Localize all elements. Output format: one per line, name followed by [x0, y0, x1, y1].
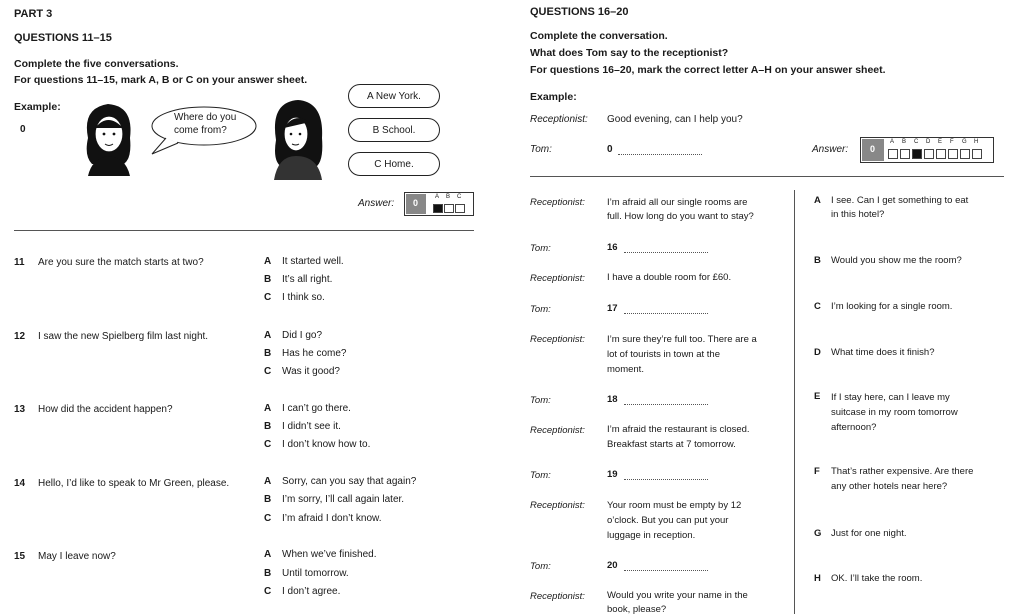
question-text: May I leave now?: [38, 551, 116, 562]
option-letter: A: [264, 256, 272, 267]
speaker-receptionist: Receptionist:: [530, 273, 585, 284]
option-line: suitcase in my room tomorrow: [831, 407, 958, 418]
right-answer-cell-h: [972, 149, 982, 159]
instruction-line-1: Complete the five conversations.: [14, 58, 179, 70]
right-answer-cell-b: [900, 149, 910, 159]
option-letter: C: [264, 366, 272, 377]
right-answer-letter-d: D: [926, 139, 931, 145]
receptionist-line: Would you write your name in the: [607, 590, 748, 601]
option-line: I’m looking for a single room.: [831, 301, 953, 312]
tom-question-number: 19: [607, 469, 618, 480]
answer-blank-16: [624, 252, 708, 253]
option-line: Would you show me the room?: [831, 255, 962, 266]
speaker-tom: Tom:: [530, 243, 551, 254]
speaker-tom: Tom:: [530, 561, 551, 572]
speaker-tom: Tom:: [530, 304, 551, 315]
right-answer-cell-e: [936, 149, 946, 159]
option-line: any other hotels near here?: [831, 481, 948, 492]
right-answer-grid-number-cell: [862, 139, 884, 161]
example-tom-number: 0: [607, 144, 613, 155]
left-divider: [14, 230, 474, 231]
question-number: 13: [14, 404, 26, 415]
answer-blank-18: [624, 404, 708, 405]
right-answer-cell-g: [960, 149, 970, 159]
speech-text-line-2: come from?: [174, 125, 227, 136]
answer-cell-c: [455, 204, 465, 213]
option-text: I think so.: [282, 292, 325, 303]
speaker-tom: Tom:: [530, 144, 552, 155]
example-option-a: A New York.: [348, 84, 440, 108]
instruction-line-2: For questions 11–15, mark A, B or C on your answer sheet.: [14, 74, 308, 86]
question-text: I saw the new Spielberg film last night.: [38, 331, 209, 342]
option-text: It’s all right.: [282, 274, 333, 285]
option-letter: C: [264, 292, 272, 303]
option-line: in this hotel?: [831, 209, 885, 220]
answer-letter-a: A: [435, 194, 440, 200]
receptionist-line: moment.: [607, 364, 644, 375]
right-answer-letter-e: E: [938, 139, 943, 145]
receptionist-line: Breakfast starts at 7 tomorrow.: [607, 439, 736, 450]
answer-grid-number: 0: [413, 198, 419, 208]
right-instruction-2: What does Tom say to the receptionist?: [530, 47, 729, 59]
tom-question-number: 17: [607, 303, 618, 314]
speaker-receptionist: Receptionist:: [530, 114, 588, 125]
option-letter: H: [814, 573, 821, 584]
right-answer-grid-number: 0: [870, 144, 876, 154]
question-text: Hello, I’d like to speak to Mr Green, please.: [38, 478, 230, 489]
right-divider: [530, 176, 1004, 177]
option-letter: A: [264, 403, 272, 414]
option-line: OK. I’ll take the room.: [831, 573, 923, 584]
answer-blank-19: [624, 479, 708, 480]
option-letter: A: [264, 330, 272, 341]
right-instruction-1: Complete the conversation.: [530, 30, 668, 42]
receptionist-line: full. How long do you want to stay?: [607, 211, 754, 222]
answer-cell-a-filled: [433, 204, 443, 213]
option-line: I see. Can I get something to eat: [831, 195, 969, 206]
questions-heading: QUESTIONS 11–15: [14, 32, 112, 44]
option-line: If I stay here, can I leave my: [831, 392, 950, 403]
speech-text-line-1: Where do you: [174, 112, 237, 123]
speaker-receptionist: Receptionist:: [530, 500, 585, 511]
option-text: Has he come?: [282, 348, 347, 359]
example-option-c: C Home.: [348, 152, 440, 176]
option-letter: A: [814, 195, 821, 206]
answer-blank: [618, 154, 702, 155]
option-letter: D: [814, 347, 821, 358]
example-label: Example:: [14, 101, 61, 113]
option-line: That’s rather expensive. Are there: [831, 466, 974, 477]
option-letter: C: [264, 513, 272, 524]
option-line: Just for one night.: [831, 528, 907, 539]
option-letter: F: [814, 466, 820, 477]
option-text: I don’t agree.: [282, 586, 341, 597]
tom-question-number: 18: [607, 394, 618, 405]
right-answer-cell-f: [948, 149, 958, 159]
right-answer-cell-a: [888, 149, 898, 159]
option-letter: B: [264, 421, 272, 432]
answer-grid: [404, 192, 474, 216]
right-example-label: Example:: [530, 91, 577, 103]
option-letter: B: [264, 568, 272, 579]
option-letter: G: [814, 528, 822, 539]
example-receptionist-line: Good evening, can I help you?: [607, 114, 743, 125]
column-divider: [794, 190, 795, 614]
woman-illustration: [78, 98, 140, 176]
option-letter: B: [264, 494, 272, 505]
tom-question-number: 16: [607, 242, 618, 253]
right-answer-letter-h: H: [974, 139, 979, 145]
speaker-receptionist: Receptionist:: [530, 197, 585, 208]
option-letter: C: [264, 586, 272, 597]
right-questions-heading: QUESTIONS 16–20: [530, 6, 629, 18]
option-letter: B: [814, 255, 821, 266]
right-answer-grid: [860, 137, 994, 163]
right-answer-cell-d: [924, 149, 934, 159]
speaker-tom: Tom:: [530, 395, 551, 406]
right-instruction-3: For questions 16–20, mark the correct letter A–H on your answer sheet.: [530, 64, 886, 76]
option-text: Was it good?: [282, 366, 340, 377]
option-text: I didn’t see it.: [282, 421, 341, 432]
option-letter: B: [264, 348, 272, 359]
receptionist-line: I’m afraid all our single rooms are: [607, 197, 748, 208]
speaker-tom: Tom:: [530, 470, 551, 481]
option-letter: E: [814, 391, 821, 402]
option-text: I’m afraid I don’t know.: [282, 513, 382, 524]
receptionist-line: o’clock. But you can put your: [607, 515, 729, 526]
option-line: What time does it finish?: [831, 347, 935, 358]
woman-illustration-2: [262, 94, 332, 180]
option-letter: B: [264, 274, 272, 285]
option-text: Sorry, can you say that again?: [282, 476, 417, 487]
option-line: afternoon?: [831, 422, 877, 433]
question-number: 12: [14, 331, 26, 342]
option-text: I can’t go there.: [282, 403, 351, 414]
answer-letter-c: C: [457, 194, 462, 200]
right-answer-letter-f: F: [950, 139, 954, 145]
receptionist-line: I have a double room for £60.: [607, 272, 732, 283]
answer-blank-20: [624, 570, 708, 571]
question-number: 14: [14, 478, 26, 489]
receptionist-line: Your room must be empty by 12: [607, 500, 742, 511]
question-number: 15: [14, 551, 26, 562]
answer-cell-b: [444, 204, 454, 213]
speaker-receptionist: Receptionist:: [530, 425, 585, 436]
option-letter: C: [264, 439, 272, 450]
question-text: Are you sure the match starts at two?: [38, 257, 204, 268]
part-title: PART 3: [14, 8, 53, 20]
right-answer-label: Answer:: [812, 144, 849, 155]
example-number: 0: [20, 124, 26, 135]
option-text: It started well.: [282, 256, 344, 267]
right-answer-letter-c: C: [914, 139, 919, 145]
speaker-receptionist: Receptionist:: [530, 591, 585, 602]
receptionist-line: luggage in reception.: [607, 530, 696, 541]
option-text: I don’t know how to.: [282, 439, 371, 450]
option-text: Did I go?: [282, 330, 323, 341]
option-letter: A: [264, 476, 272, 487]
speaker-receptionist: Receptionist:: [530, 334, 585, 345]
right-answer-letter-g: G: [962, 139, 967, 145]
receptionist-line: lot of tourists in town at the: [607, 349, 721, 360]
right-answer-letter-b: B: [902, 139, 907, 145]
answer-letter-b: B: [446, 194, 451, 200]
question-number: 11: [14, 257, 25, 268]
example-option-b: B School.: [348, 118, 440, 142]
answer-grid-number-cell: [406, 194, 426, 214]
receptionist-line: I’m afraid the restaurant is closed.: [607, 424, 750, 435]
answer-blank-17: [624, 313, 708, 314]
answer-label: Answer:: [358, 198, 395, 209]
option-letter: A: [264, 549, 272, 560]
receptionist-line: I’m sure they’re full too. There are a: [607, 334, 757, 345]
receptionist-line: book, please?: [607, 604, 667, 615]
option-letter: C: [814, 301, 821, 312]
question-text: How did the accident happen?: [38, 404, 173, 415]
tom-question-number: 20: [607, 560, 618, 571]
option-text: When we’ve finished.: [282, 549, 377, 560]
option-text: Until tomorrow.: [282, 568, 349, 579]
right-answer-letter-a: A: [890, 139, 895, 145]
right-answer-cell-c-filled: [912, 149, 922, 159]
option-text: I’m sorry, I’ll call again later.: [282, 494, 405, 505]
